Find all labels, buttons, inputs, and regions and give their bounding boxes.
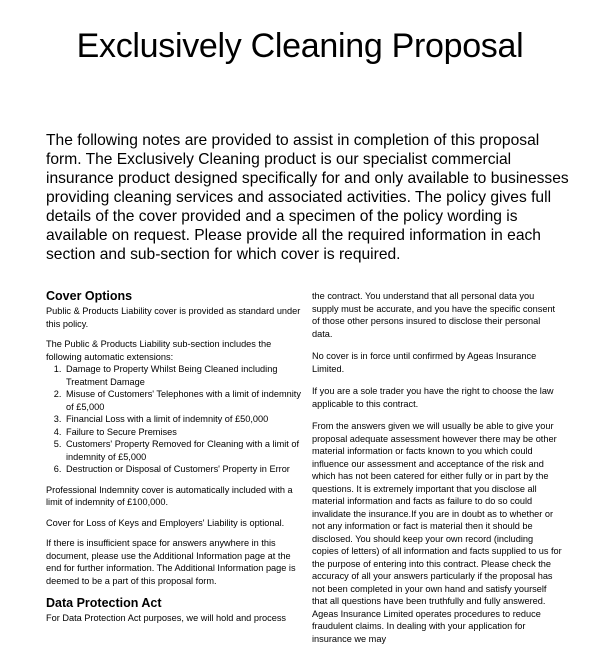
data-protection-heading: Data Protection Act <box>46 596 162 610</box>
optional-cover-text: Cover for Loss of Keys and Employers' Liability is optional. <box>46 517 285 528</box>
data-protection-text: For Data Protection Act purposes, we will hold and process <box>46 613 287 623</box>
cover-options-heading: Cover Options <box>46 289 133 303</box>
page-title: Exclusively Cleaning Proposal <box>76 27 524 65</box>
cover-options-extensions-intro: The Public & Products Liability sub-section includes the following automatic extensions: <box>46 339 272 362</box>
cover-confirmation-text: No cover is in force until confirmed by Ageas Insurance Limited. <box>312 351 537 374</box>
list-item: 1. Damage to Property Whilst Being Cleaned including Treatment Damage <box>64 363 302 388</box>
professional-indemnity-text: Professional Indemnity cover is automatically included with a limit of indemnity of £100,000. <box>46 484 293 507</box>
list-item: 2. Misuse of Customers' Telephones with a limit of indemnity of £5,000 <box>64 388 302 413</box>
list-item: 3. Financial Loss with a limit of indemnity of £50,000 <box>64 413 302 426</box>
left-column <box>46 288 302 633</box>
list-item: 5. Customers' Property Removed for Cleaning with a limit of indemnity of £5,000 <box>64 438 302 463</box>
personal-data-text: the contract. You understand that all personal data you supply must be accurate, and you have the specific consent of those other persons insured to disclose their personal data. <box>312 291 556 339</box>
extensions-list <box>46 363 302 476</box>
additional-information-text: If there is insufficient space for answers anywhere in this document, please use the Additional Information page at the end for further information. The Additional Information page is deemed to be a part of this proposal form. <box>46 538 296 586</box>
intro-paragraph: The following notes are provided to assist in completion of this proposal form. The Exclusively Cleaning product is our specialist commercial insurance product designed specifically for and only available to businesses providing cleaning services and associated activities. The policy gives full details of the cover provided and a specimen of the policy wording is available on request. Please provide all the required information in each section and sub-section for which cover is required. <box>46 132 569 263</box>
list-item: 6. Destruction or Disposal of Customers' Property in Error <box>64 463 302 476</box>
material-information-text: From the answers given we will usually be able to give your proposal adequate assessment however there may be other material information or facts known to you which could influence our assessment and acceptance of the risk and which has not been catered for either fully or in part by the questions. It is extremely important that you disclose all material information and facts as failure to do so could invalidate the insurance.If you are in doubt as to whether or not any information or fact is material then it should be disclosed. You should keep your own record (including copies of letters) of all information and facts supplied to us for the purpose of entering into this contract. Please check the accuracy of all your answers particularly if the proposal has not been completed in your own hand and satisfy yourself that all questions have been truthfully and fully answered. Ageas Insurance Limited operates procedures to reduce fraudulent claims. In dealing with your application for insurance we may <box>312 421 562 644</box>
list-item: 4. Failure to Secure Premises <box>64 426 302 439</box>
cover-options-standard-text: Public & Products Liability cover is provided as standard under this policy. <box>46 306 301 329</box>
right-column <box>312 290 562 655</box>
sole-trader-text: If you are a sole trader you have the right to choose the law applicable to this contract. <box>312 386 554 409</box>
